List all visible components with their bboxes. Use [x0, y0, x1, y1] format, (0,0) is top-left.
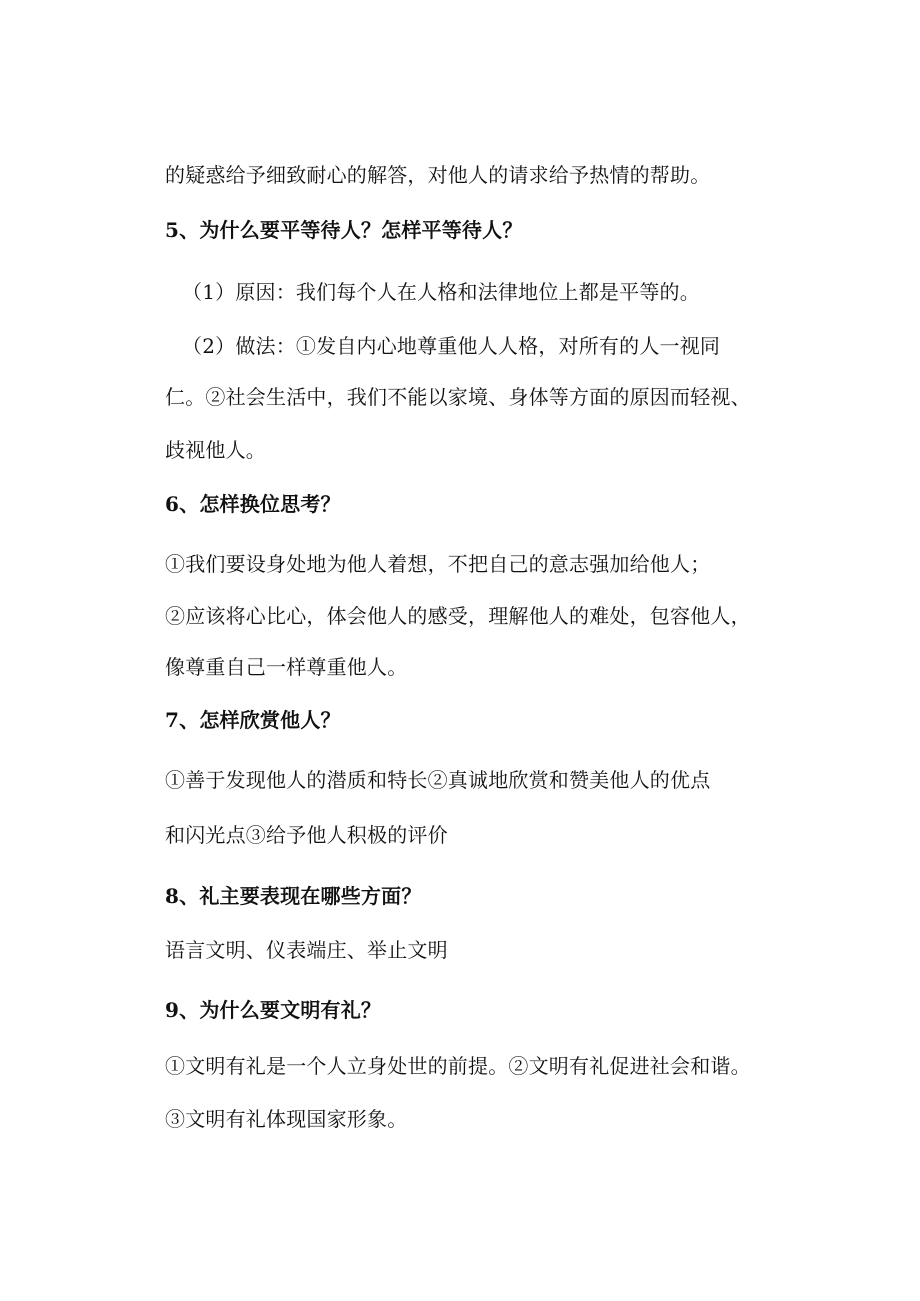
question-9-answer-line-1: ①文明有礼是一个人立身处世的前提。②文明有礼促进社会和谐。 — [165, 1054, 751, 1078]
question-5-method-line-1: （2）做法：①发自内心地尊重他人人格，对所有的人一视同 — [182, 334, 721, 358]
question-6-answer-line-2: ②应该将心比心，体会他人的感受，理解他人的难处，包容他人， — [165, 604, 751, 628]
question-7-answer-line-1: ①善于发现他人的潜质和特长②真诚地欣赏和赞美他人的优点 — [165, 768, 711, 792]
question-6-answer-line-3: 像尊重自己一样尊重他人。 — [165, 655, 408, 679]
question-7-answer-line-2: 和闪光点③给予他人积极的评价 — [165, 823, 448, 847]
question-8-heading: 8、礼主要表现在哪些方面？ — [165, 884, 422, 908]
paragraph-continuation: 的疑惑给予细致耐心的解答，对他人的请求给予热情的帮助。 — [165, 163, 711, 187]
question-5-reason: （1）原因：我们每个人在人格和法律地位上都是平等的。 — [182, 280, 700, 304]
question-6-heading: 6、怎样换位思考？ — [165, 492, 341, 516]
question-8-answer: 语言文明、仪表端庄、举止文明 — [165, 938, 448, 962]
question-5-method-line-3: 歧视他人。 — [165, 438, 266, 462]
question-5-method-line-2: 仁。②社会生活中，我们不能以家境、身体等方面的原因而轻视、 — [165, 385, 751, 409]
question-7-heading: 7、怎样欣赏他人？ — [165, 708, 341, 732]
question-9-answer-line-2: ③文明有礼体现国家形象。 — [165, 1107, 408, 1131]
question-6-answer-line-1: ①我们要设身处地为他人着想，不把自己的意志强加给他人； — [165, 552, 711, 576]
question-5-heading: 5、为什么要平等待人？怎样平等待人？ — [165, 218, 523, 242]
question-9-heading: 9、为什么要文明有礼？ — [165, 998, 382, 1022]
